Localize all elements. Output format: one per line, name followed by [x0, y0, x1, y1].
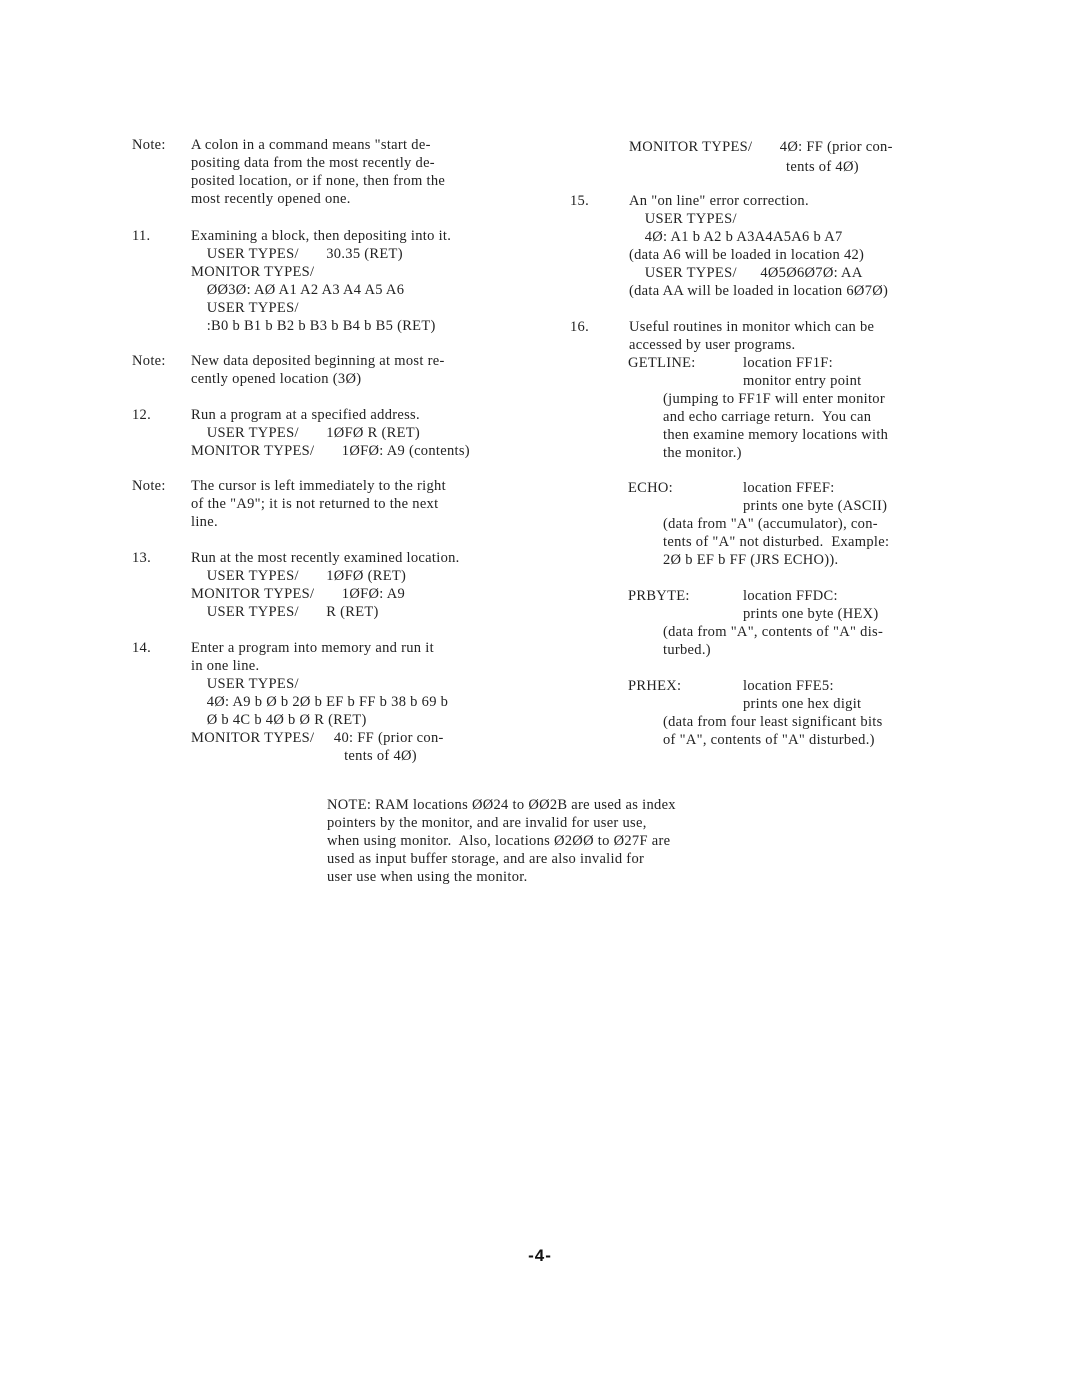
left-item-label: Note: [132, 478, 166, 494]
left-item-line: positing data from the most recently de- [191, 155, 435, 171]
left-item-line: line. [191, 514, 218, 530]
routine-location: location FFDC: [743, 588, 838, 604]
routine-line: (data from "A", contents of "A" dis- [663, 624, 884, 640]
left-item-label: 12. [132, 407, 152, 423]
note-block-line: when using monitor. Also, locations Ø2ØØ to Ø27F are [327, 833, 671, 849]
left-item-line: MONITOR TYPES/ 1ØFØ: A9 [191, 586, 406, 602]
note-block-line: NOTE: RAM locations ØØ24 to ØØ2B are used as index [327, 797, 676, 813]
right-item-line: An "on line" error correction. [629, 193, 809, 209]
left-item-line: Ø b 4C b 4Ø b Ø R (RET) [191, 712, 367, 728]
routine-line: tents of "A" not disturbed. Example: [663, 534, 890, 550]
note-block-line: pointers by the monitor, and are invalid for user use, [327, 815, 647, 831]
routine-line: then examine memory locations with [663, 427, 889, 443]
right-item-line: USER TYPES/ [629, 211, 737, 227]
left-item-label: 13. [132, 550, 152, 566]
right-intro-line: MONITOR TYPES/ 4Ø: FF (prior con- [629, 139, 893, 155]
left-item-line: USER TYPES/ 30.35 (RET) [191, 246, 403, 262]
routine-line: and echo carriage return. You can [663, 409, 872, 425]
left-item-line: most recently opened one. [191, 191, 351, 207]
left-item-line: MONITOR TYPES/ [191, 264, 315, 280]
left-item-line: in one line. [191, 658, 260, 674]
right-item-line: (data A6 will be loaded in location 42) [629, 247, 865, 263]
routine-line: monitor entry point [743, 373, 862, 389]
routine-name: PRHEX: [628, 678, 682, 694]
routine-line: prints one hex digit [743, 696, 862, 712]
left-item-line: cently opened location (3Ø) [191, 371, 362, 387]
page-number: -4- [528, 1246, 552, 1265]
left-item-label: Note: [132, 137, 166, 153]
routine-line: the monitor.) [663, 445, 742, 461]
left-item-line: USER TYPES/ R (RET) [191, 604, 379, 620]
left-item-label: 11. [132, 228, 151, 244]
right-item-line: accessed by user programs. [629, 337, 796, 353]
left-item-line: The cursor is left immediately to the right [191, 478, 446, 494]
routine-line: of "A", contents of "A" disturbed.) [663, 732, 875, 748]
left-item-line: posited location, or if none, then from the [191, 173, 446, 189]
left-item-line: USER TYPES/ [191, 300, 299, 316]
routine-line: (data from "A" (accumulator), con- [663, 516, 878, 532]
note-block-line: used as input buffer storage, and are also invalid for [327, 851, 645, 867]
left-item-line: USER TYPES/ 1ØFØ (RET) [191, 568, 407, 584]
routine-location: location FFEF: [743, 480, 835, 496]
left-item-line: 4Ø: A9 b Ø b 2Ø b EF b FF b 38 b 69 b [191, 694, 449, 710]
left-item-line: of the "A9"; it is not returned to the next [191, 496, 439, 512]
routine-line: (data from four least significant bits [663, 714, 883, 730]
right-item-line: 4Ø: A1 b A2 b A3A4A5A6 b A7 [629, 229, 843, 245]
routine-location: location FFE5: [743, 678, 834, 694]
routine-line: prints one byte (HEX) [743, 606, 879, 622]
note-block-line: user use when using the monitor. [327, 869, 528, 885]
left-item-label: 14. [132, 640, 152, 656]
routine-location: location FF1F: [743, 355, 834, 371]
routine-name: GETLINE: [628, 355, 696, 371]
routine-line: (jumping to FF1F will enter monitor [663, 391, 885, 407]
left-item-line: :B0 b B1 b B2 b B3 b B4 b B5 (RET) [191, 318, 436, 334]
right-item-label: 15. [570, 193, 590, 209]
left-item-line: MONITOR TYPES/ 1ØFØ: A9 (contents) [191, 443, 470, 459]
routine-name: PRBYTE: [628, 588, 690, 604]
routine-line: turbed.) [663, 642, 711, 658]
left-item-line: A colon in a command means "start de- [191, 137, 431, 153]
left-item-line: USER TYPES/ 1ØFØ R (RET) [191, 425, 421, 441]
right-item-line: Useful routines in monitor which can be [629, 319, 875, 335]
left-item-line: New data deposited beginning at most re- [191, 353, 445, 369]
left-item-line: Run a program at a specified address. [191, 407, 420, 423]
right-item-label: 16. [570, 319, 590, 335]
left-item-line: Enter a program into memory and run it [191, 640, 434, 656]
left-item-line: Run at the most recently examined location. [191, 550, 460, 566]
left-item-line: ØØ3Ø: AØ A1 A2 A3 A4 A5 A6 [191, 282, 405, 298]
left-item-line: USER TYPES/ [191, 676, 299, 692]
routine-line: prints one byte (ASCII) [743, 498, 888, 514]
routine-name: ECHO: [628, 480, 673, 496]
right-item-line: (data AA will be loaded in location 6Ø7Ø) [629, 283, 889, 299]
routine-line: 2Ø b EF b FF (JRS ECHO)). [663, 552, 839, 568]
left-item-line: MONITOR TYPES/ 40: FF (prior con- [191, 730, 444, 746]
left-item-line: tents of 4Ø) [191, 748, 417, 764]
left-item-label: Note: [132, 353, 166, 369]
right-item-line: USER TYPES/ 4Ø5Ø6Ø7Ø: AA [629, 265, 863, 281]
right-intro-line: tents of 4Ø) [629, 159, 859, 175]
left-item-line: Examining a block, then depositing into it. [191, 228, 452, 244]
